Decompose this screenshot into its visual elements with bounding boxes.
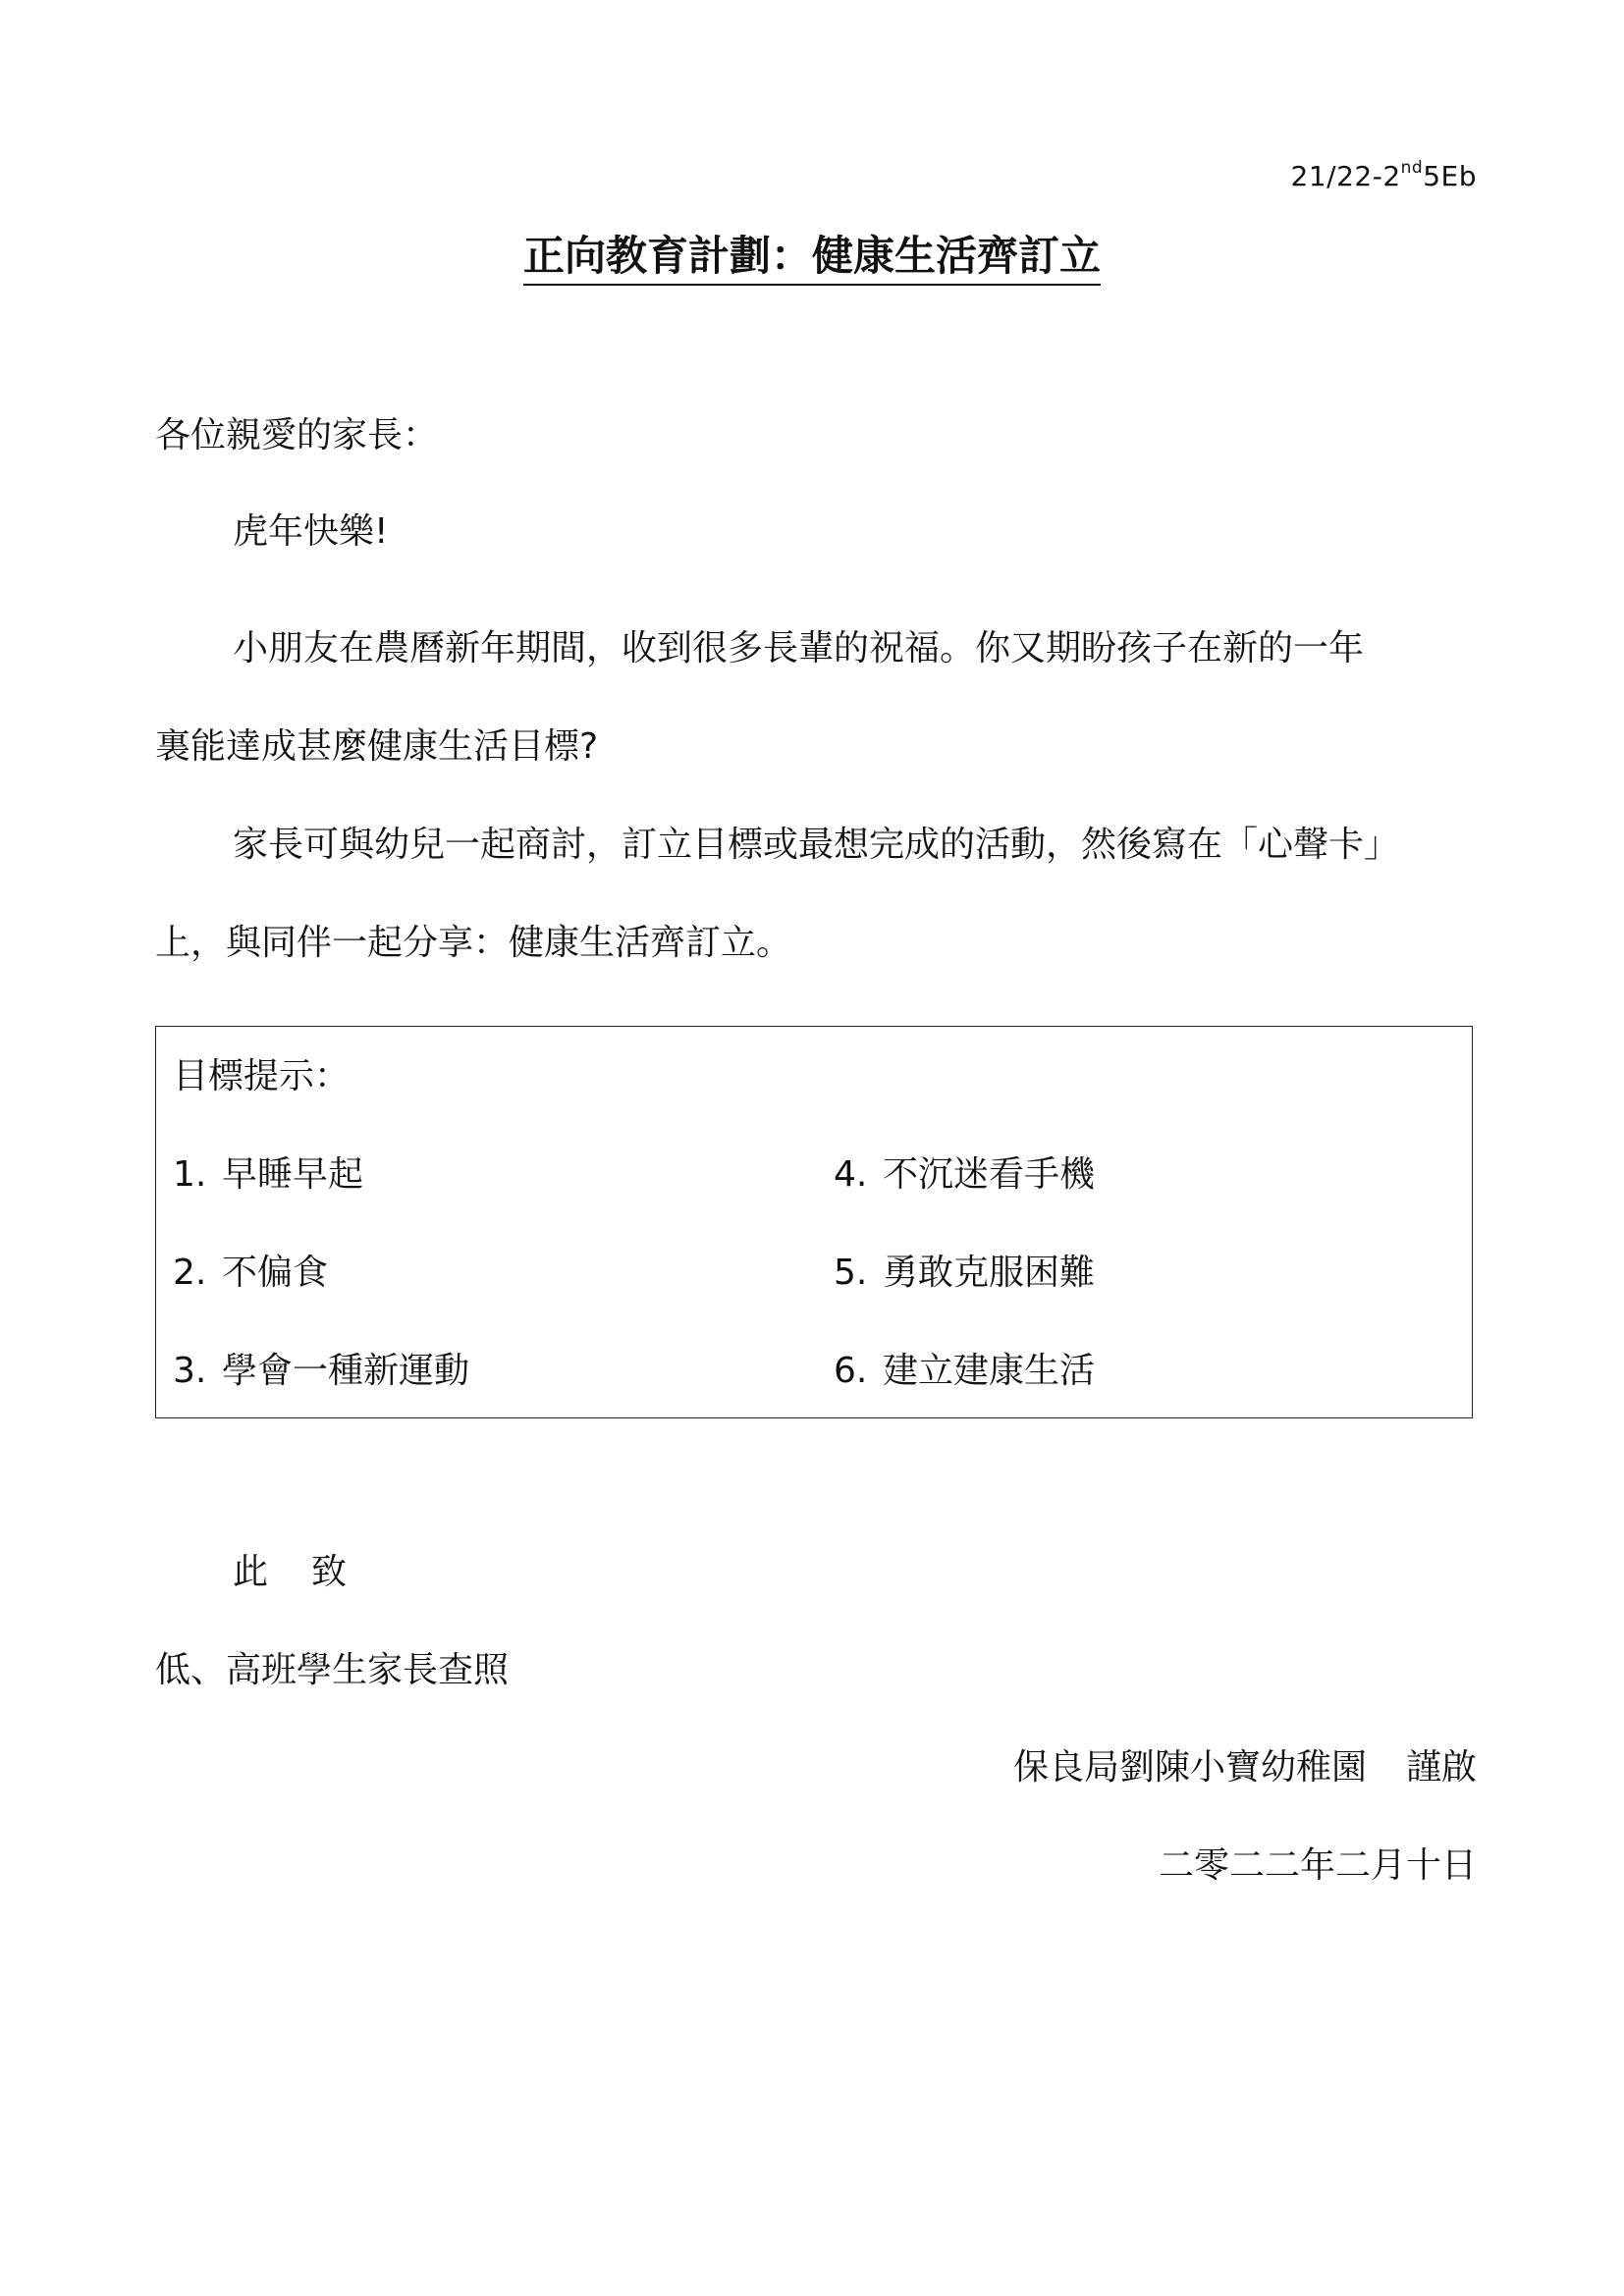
ref-code-prefix: 21/22-2: [1290, 160, 1401, 192]
hint-number: 2.: [173, 1253, 207, 1293]
hint-item: [173, 1351, 470, 1391]
ref-code-superscript: nd: [1400, 158, 1424, 178]
paragraph-2-line-2: 上，與同伴一起分享：健康生活齊訂立。: [155, 923, 792, 963]
greeting: 虎年快樂!: [233, 511, 389, 552]
hint-item: [834, 1351, 1096, 1391]
hint-text: 不沉迷看手機: [883, 1154, 1096, 1195]
ref-code-suffix: 5Eb: [1423, 160, 1477, 192]
hint-number: 6.: [834, 1351, 868, 1391]
hint-item: [834, 1255, 1095, 1291]
closing-ci: 此: [233, 1552, 269, 1592]
hint-item: [834, 1154, 1096, 1195]
hint-item: [173, 1255, 328, 1291]
page-title: 正向教育計劃：健康生活齊訂立: [523, 232, 1101, 286]
hint-text: 學會一種新運動: [222, 1351, 470, 1391]
hint-item: [173, 1154, 364, 1195]
paragraph-2-line-1: 家長可與幼兒一起商討，訂立目標或最想完成的活動，然後寫在「心聲卡」: [233, 825, 1400, 865]
respectfully: 謹啟: [1405, 1747, 1477, 1788]
page-title-wrapper: [0, 224, 1624, 283]
hints-heading: 目標提示：: [173, 1056, 351, 1096]
reference-code: [1291, 160, 1477, 192]
school-name: 保良局劉陳小寶幼稚園: [1012, 1747, 1367, 1788]
hint-text: 不偏食: [222, 1253, 329, 1293]
signature-line: [1012, 1747, 1477, 1788]
letter-date: 二零二二年二月十日: [1158, 1845, 1477, 1886]
hint-number: 1.: [173, 1154, 207, 1195]
hint-text: 勇敢克服困難: [883, 1253, 1096, 1293]
hint-text: 建立建康生活: [883, 1351, 1096, 1391]
paragraph-1-line-2: 裏能達成甚麼健康生活目標?: [155, 726, 599, 767]
hint-number: 5.: [834, 1253, 868, 1293]
hint-number: 4.: [834, 1154, 868, 1195]
closing-phrase: [233, 1552, 348, 1592]
hint-number: 3.: [173, 1351, 207, 1391]
salutation: 各位親愛的家長：: [155, 415, 439, 455]
paragraph-1-line-1: 小朋友在農曆新年期間，收到很多長輩的祝福。你又期盼孩子在新的一年: [233, 628, 1365, 668]
recipients: 低、高班學生家長查照: [155, 1650, 510, 1690]
goal-hints-box: [155, 1026, 1473, 1418]
hint-text: 早睡早起: [222, 1154, 364, 1195]
closing-zhi: 致: [311, 1552, 348, 1592]
